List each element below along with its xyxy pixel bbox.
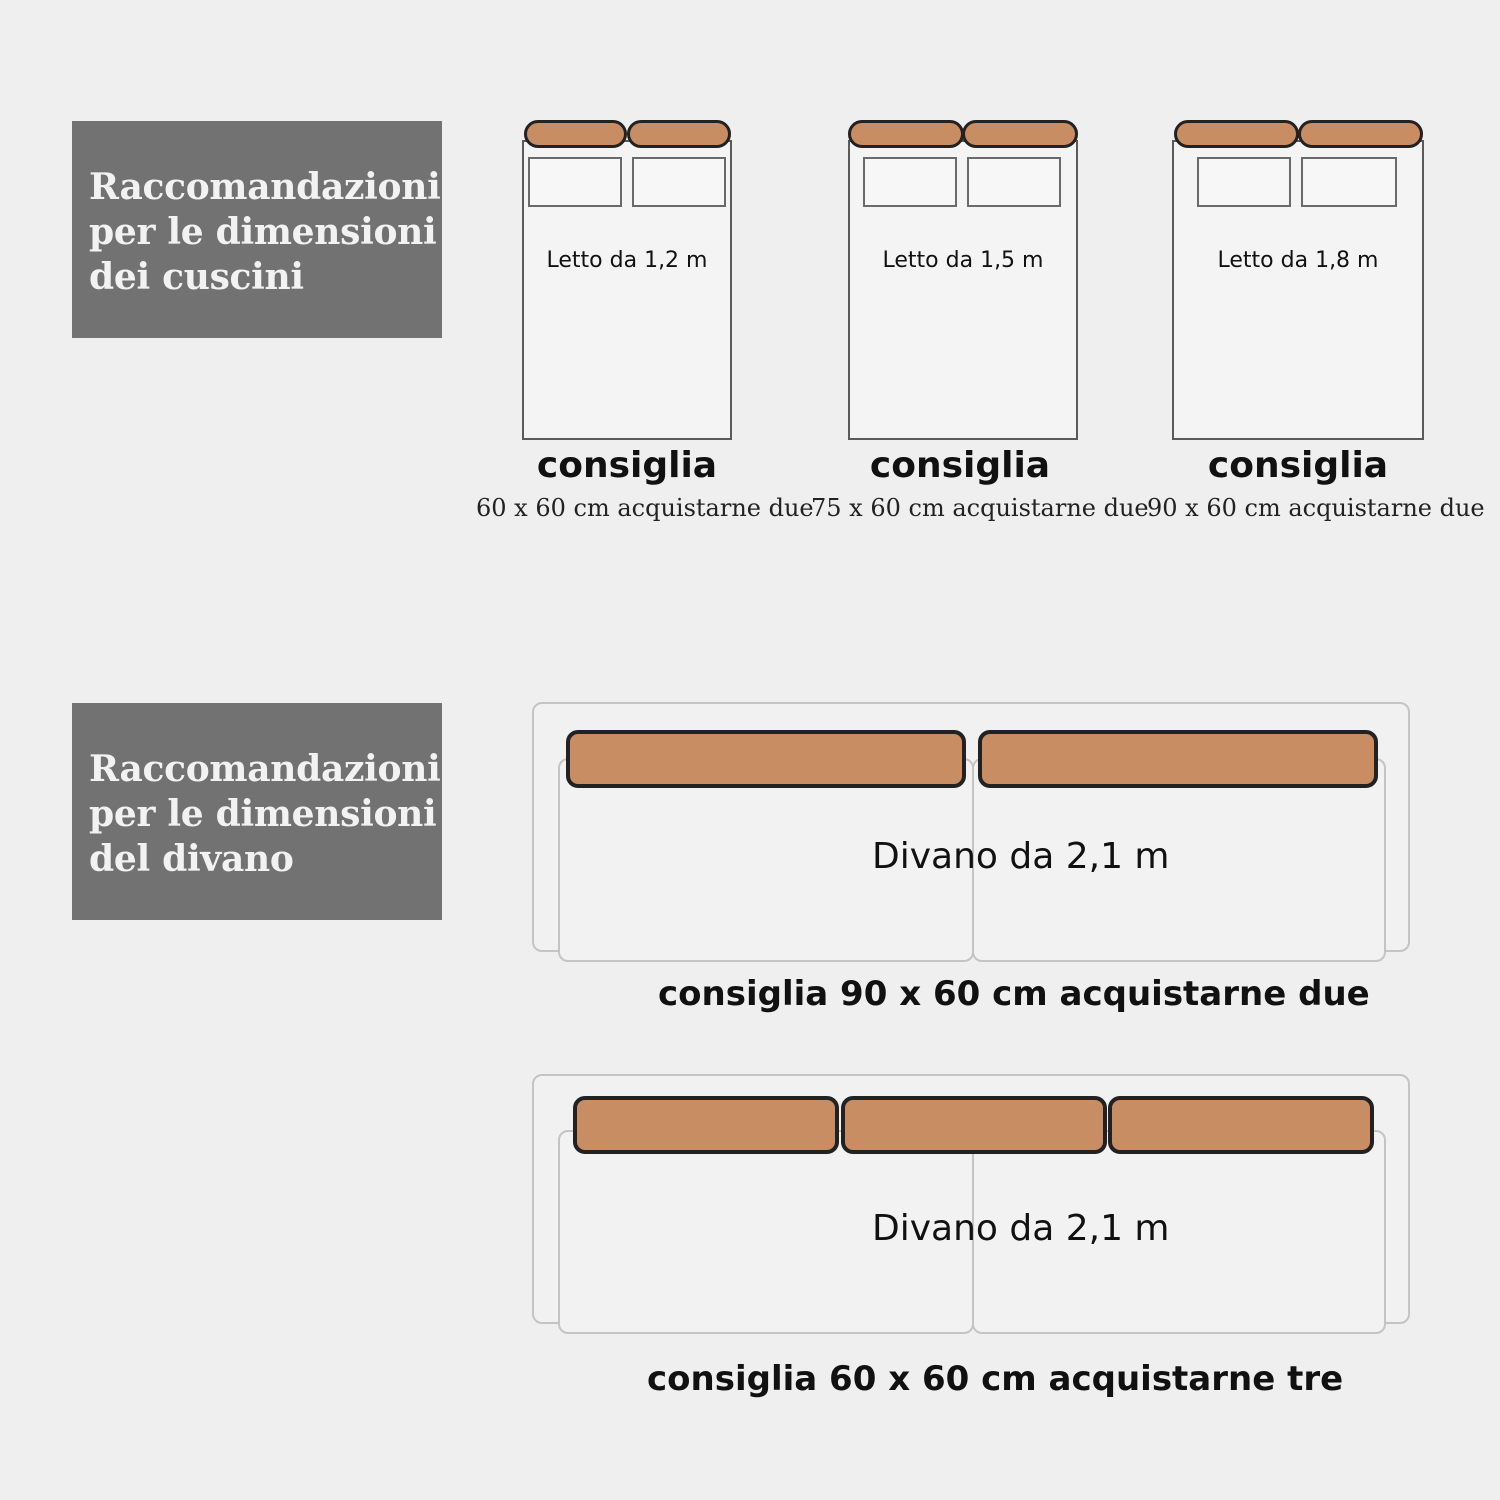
sofa-size-label: Divano da 2,1 m [872,836,1170,877]
bed-size-label: Letto da 1,2 m [546,248,708,273]
pillow-outline [1197,157,1291,207]
consiglia-heading: consiglia [869,445,1051,486]
pillow-shape [566,730,966,788]
sofa-diagram-1 [532,702,1412,952]
sofa-diagram-2 [532,1074,1412,1324]
pillow-shape [524,120,627,148]
title-line: dei cuscini [89,256,304,298]
pillow-shape [573,1096,839,1154]
sofa-size-title-box [72,703,442,920]
pillow-shape [841,1096,1107,1154]
sofa-size-label: Divano da 2,1 m [872,1208,1170,1249]
bed-size-label: Letto da 1,8 m [1217,248,1379,273]
pillow-outline [1301,157,1397,207]
pillow-shape [1174,120,1299,148]
consiglia-heading: consiglia [536,445,718,486]
pillow-shape [848,120,964,148]
consiglia-heading: consiglia [1207,445,1389,486]
title-line: Raccomandazioni [89,748,441,790]
title-line: per le dimensioni [89,211,437,253]
bed-recommendation: 60 x 60 cm acquistarne due [476,494,814,522]
pillow-shape [1298,120,1423,148]
bed-diagram-3 [1172,120,1424,450]
bed-recommendation: 90 x 60 cm acquistarne due [1147,494,1485,522]
pillow-shape [627,120,731,148]
pillow-size-title-box [72,121,442,338]
pillow-shape [978,730,1378,788]
pillow-outline [863,157,957,207]
title-line: Raccomandazioni [89,166,441,208]
pillow-outline [632,157,726,207]
sofa-recommendation: consiglia 60 x 60 cm acquistarne tre [647,1359,1344,1399]
bed-recommendation: 75 x 60 cm acquistarne due [811,494,1149,522]
pillow-outline [528,157,622,207]
bed-diagram-1 [522,120,732,450]
pillow-shape [1108,1096,1374,1154]
title-line: del divano [89,838,294,880]
title-line: per le dimensioni [89,793,437,835]
bed-diagram-2 [848,120,1078,450]
pillow-shape [962,120,1078,148]
sofa-recommendation: consiglia 90 x 60 cm acquistarne due [658,974,1370,1014]
bed-size-label: Letto da 1,5 m [882,248,1044,273]
pillow-outline [967,157,1061,207]
